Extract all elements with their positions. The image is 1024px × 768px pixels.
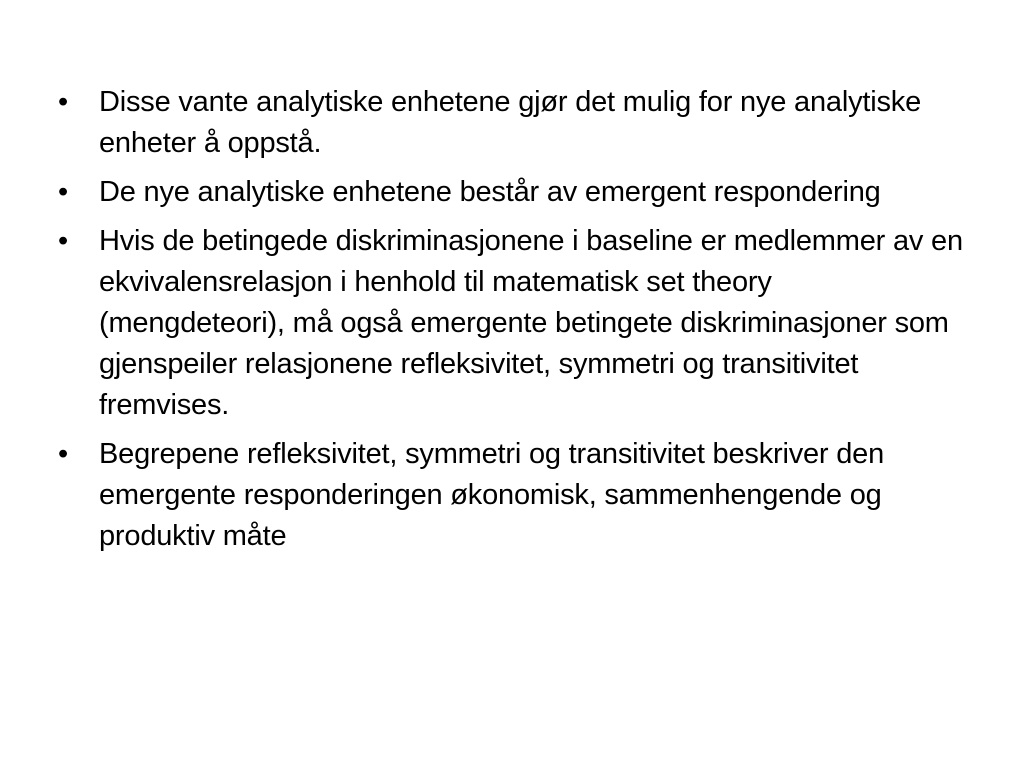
bullet-marker: • (58, 86, 68, 118)
bullet-item-4 (58, 434, 963, 557)
bullet-list (58, 82, 963, 565)
bullet-text: De nye analytiske enhetene består av emergent respondering (99, 176, 881, 208)
bullet-item-2 (58, 172, 963, 213)
bullet-marker: • (58, 176, 68, 208)
bullet-item-3 (58, 221, 963, 426)
bullet-item-1 (58, 82, 963, 164)
bullet-text: Hvis de betingede diskriminasjonene i baseline er medlemmer av en ekvivalensrelasjon i henhold til matematisk set theory (mengdeteori), må også emergente betingete diskriminasjoner som gjenspeiler relasjonene refleksivitet, symmetri og transitivitet fremvises. (99, 225, 963, 421)
bullet-text: Disse vante analytiske enhetene gjør det mulig for nye analytiske enheter å oppstå. (99, 86, 921, 159)
bullet-text: Begrepene refleksivitet, symmetri og transitivitet beskriver den emergente responderingen økonomisk, sammenhengende og produktiv måte (99, 438, 885, 552)
bullet-marker: • (58, 225, 68, 257)
bullet-marker: • (58, 438, 68, 470)
